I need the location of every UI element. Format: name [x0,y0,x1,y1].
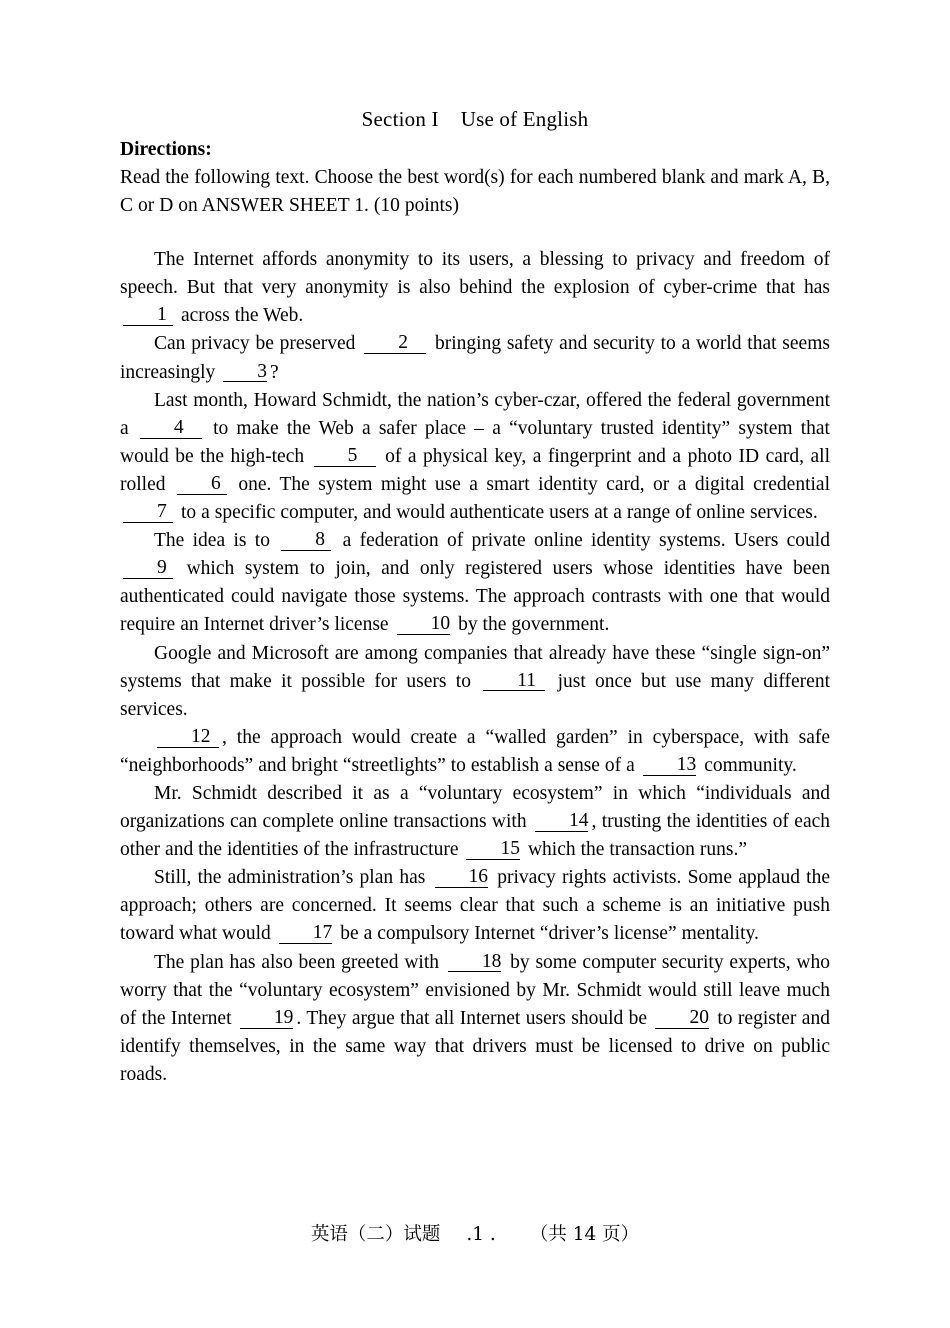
page-content [120,104,830,1089]
p2-text-c: ? [270,361,279,383]
p1-text-b: across the Web. [180,305,304,327]
blank-18[interactable]: 18 [448,952,502,973]
p9-text-a: The plan has also been greeted with [154,951,440,973]
p9-text-c: . They argue that all Internet users should be [296,1007,648,1029]
blank-20[interactable]: 20 [655,1008,709,1029]
passage-paragraph-4 [120,527,830,639]
p6-text-a: , the approach would create a “walled garden” in cyberspace, with safe “neighborhoods” and bright “streetlights” to establish a sense of a [120,726,830,776]
section-heading [120,104,830,134]
section-heading-title: Use of English [460,107,589,131]
p5-text-a: Google and Microsoft are among companies that already have these “single sign-on” systems that make it possible for users to [120,642,830,692]
blank-8[interactable]: 8 [281,530,331,551]
p4-text-c: which system to join, and only registered users whose identities have been authenticated could navigate those systems. The approach contrasts with one that would require an Internet driver’s license [120,558,830,636]
blank-5[interactable]: 5 [314,446,376,467]
p3-text-c: of a physical key, a fingerprint and a photo ID card, all rolled [120,445,830,495]
p7-text-c: which the transaction runs.” [527,839,748,861]
blank-15[interactable]: 15 [466,839,520,860]
passage-paragraph-7 [120,780,830,864]
p2-text-a: Can privacy be preserved [154,333,356,355]
footer-total-pages: （共 14 页） [529,1224,640,1245]
passage-paragraph-3 [120,387,830,527]
footer-exam-title: 英语（二）试题 [310,1224,441,1245]
p9-text-b: by some computer security experts, who worry that the “voluntary ecosystem” envisioned by Mr. Schmidt would still leave much of the Internet [120,951,830,1029]
p5-text-b: just once but use many different services. [120,670,830,720]
blank-6[interactable]: 6 [177,474,227,495]
blank-11[interactable]: 11 [483,671,545,692]
blank-9[interactable]: 9 [123,558,173,579]
p4-text-b: a federation of private online identity systems. Users could [342,530,830,552]
p9-text-d: to register and identify themselves, in the same way that drivers must be licensed to drive on public roads. [120,1007,830,1085]
blank-2[interactable]: 2 [364,333,426,354]
blank-17[interactable]: 17 [279,923,333,944]
page-footer [0,1222,950,1248]
passage-paragraph-2 [120,330,830,386]
blank-10[interactable]: 10 [397,614,451,635]
blank-4[interactable]: 4 [140,418,202,439]
blank-7[interactable]: 7 [123,502,173,523]
directions-text: Read the following text. Choose the best word(s) for each numbered blank and mark A, B, C or D on ANSWER SHEET 1. (10 points) [120,167,830,217]
directions-label: Directions: [120,139,212,160]
blank-14[interactable]: 14 [535,811,589,832]
passage-paragraph-9 [120,949,830,1089]
blank-13[interactable]: 13 [643,755,697,776]
blank-3[interactable]: 3 [223,362,267,383]
blank-16[interactable]: 16 [435,867,489,888]
p8-text-b: privacy rights activists. Some applaud the approach; others are concerned. It seems clear that such a scheme is an initiative push toward what would [120,867,830,945]
blank-19[interactable]: 19 [240,1008,294,1029]
p8-text-c: be a compulsory Internet “driver’s license” mentality. [340,923,759,945]
passage-paragraph-6 [120,724,830,780]
passage-paragraph-1 [120,246,830,330]
blank-12[interactable]: 12 [157,727,219,748]
p1-text-a: The Internet affords anonymity to its users, a blessing to privacy and freedom of speech. But that very anonymity is also behind the explosion of cyber-crime that has [120,249,830,299]
p2-text-b: bringing safety and security to a world that seems increasingly [120,333,830,383]
p8-text-a: Still, the administration’s plan has [154,867,426,889]
p3-text-b: to make the Web a safer place – a “voluntary trusted identity” system that would be the high-tech [120,417,830,467]
section-heading-number: Section I [361,107,439,131]
p3-text-a: Last month, Howard Schmidt, the nation’s cyber-czar, offered the federal government a [120,389,830,439]
p3-text-e: to a specific computer, and would authenticate users at a range of online services. [180,502,818,524]
passage-paragraph-5 [120,640,830,724]
paragraph-spacer [120,220,830,246]
passage-paragraph-8 [120,864,830,948]
p4-text-d: by the government. [458,614,610,636]
p7-text-a: Mr. Schmidt described it as a “voluntary ecosystem” in which “individuals and organizations can complete online transactions with [120,782,830,833]
blank-1[interactable]: 1 [123,305,173,326]
p3-text-d: one. The system might use a smart identity card, or a digital credential [238,473,830,495]
footer-page-number: .1 . [466,1224,496,1245]
p4-text-a: The idea is to [154,530,270,552]
p6-text-b: community. [704,754,797,776]
p7-text-b: , trusting the identities of each other and the identities of the infrastructure [120,811,831,861]
